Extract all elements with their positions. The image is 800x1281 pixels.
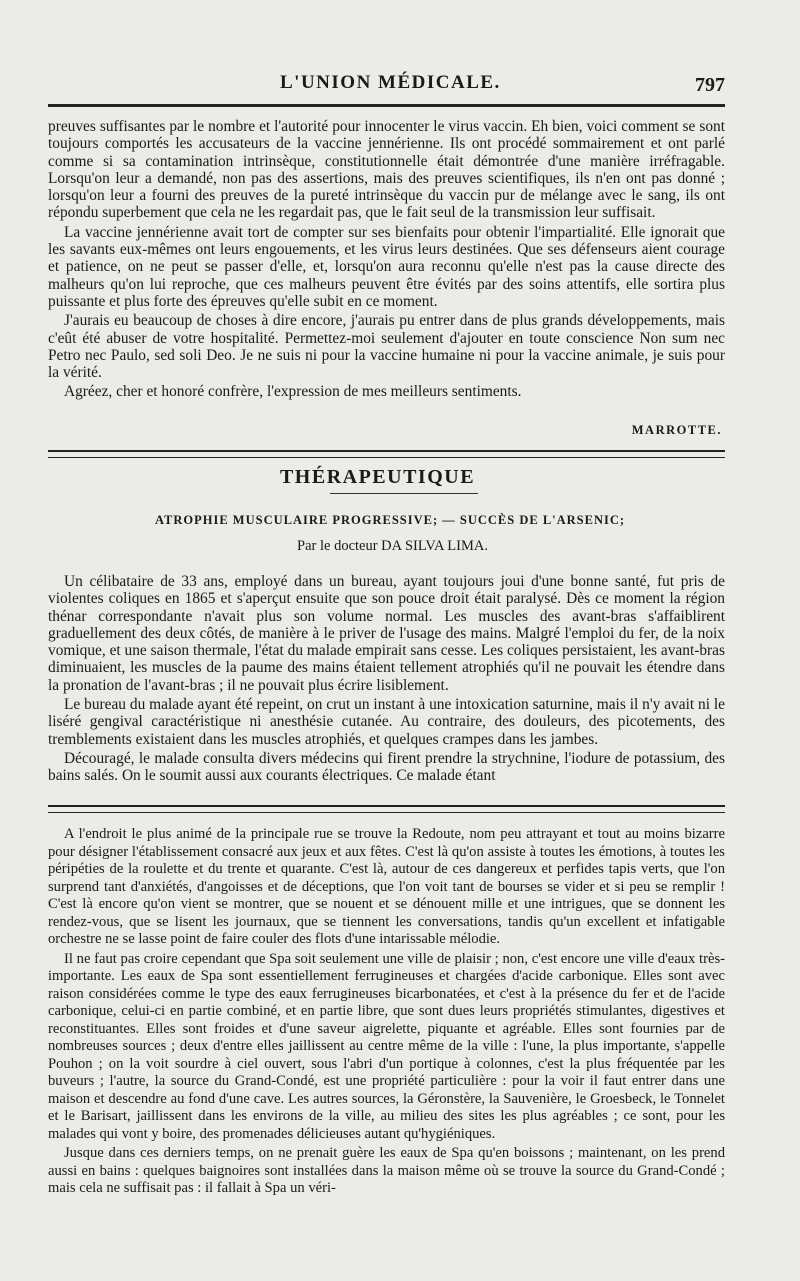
- signature: MARROTTE.: [631, 423, 722, 437]
- feuilleton-paragraph: A l'endroit le plus animé de la principale rue se trouve la Redoute, nom peu attrayant et tout au moins bizarre pour désigner l'établissement consacré aux jeux et aux fêtes. C'est là qu'on assiste à toutes les émotions, à toutes les péripéties de la roulette et du trente et quarante. C'est là, autour de ces dangereux et perfides tapis verts, que l'on surprend tant d'anxiétés, d'angoisses et de déceptions, que l'on voit tant de bourses se vider et si peu se remplir ! C'est là encore qu'on vient se montrer, que se nouent et se dénouent mille et une intrigues, que se donnent les rendez-vous, que se lisent les journaux, que se tiennent les conversations, tandis qu'un excellent et infatigable orchestre ne se lasse point de faire couler des flots d'une intarissable mélodie.: [48, 826, 725, 947]
- article-paragraph: Un célibataire de 33 ans, employé dans un bureau, ayant toujours joui d'une bonne santé, fut pris de violentes coliques en 1865 et s'aperçut ensuite que son pouce droit était paralysé. Dès ce moment la région thénar correspondante n'avait plus son volume normal. Les muscles des avant-bras s'affaiblirent graduellement des deux côtés, de manière à le priver de l'usage des mains. Malgré l'emploi du fer, de la noix vomique, et une saison thermale, l'état du malade empirait sans cesse. Les coliques persistaient, les avant-bras diminuaient, les muscles de la paume des mains étaient tellement atrophiés qu'il ne pouvait les étendre dans la pronation de l'avant-bras ; il ne pouvait plus écrire lisiblement.: [48, 573, 725, 694]
- article-body: [48, 573, 725, 785]
- article-paragraph: Découragé, le malade consulta divers médecins qui firent prendre la strychnine, l'iodure de potassium, des bains salés. On le soumit aussi aux courants électriques. Ce malade étant: [48, 749, 725, 785]
- page-number: 797: [695, 74, 725, 96]
- header-rule: [48, 104, 725, 107]
- page-header: [48, 72, 725, 102]
- feuilleton-body: [48, 826, 725, 1198]
- article-title-text: ATROPHIE MUSCULAIRE PROGRESSIVE; — SUCCÈS DE L'ARSENIC;: [154, 513, 626, 527]
- feuilleton-paragraph: Jusque dans ces derniers temps, on ne prenait guère les eaux de Spa qu'en boissons ; maintenant, on les prend aussi en bains : quelques baignoires sont installées dans la maison même où se trouve la source du Grand-Condé ; mais cela ne suffisait pas : il fallait à Spa un véri-: [48, 1145, 725, 1196]
- feuilleton-divider: [48, 805, 725, 813]
- article-paragraph: Le bureau du malade ayant été repeint, on crut un instant à une intoxication saturnine, mais il n'y avait ni le liséré gengival caractéristique ni anesthésie cutanée. Au contraire, des douleurs, des picotements, des tremblements existaient dans les muscles atrophiés, et quelques crampes dans les jambes.: [48, 696, 725, 748]
- article-title: [0, 513, 800, 528]
- letter-paragraph: J'aurais eu beaucoup de choses à dire encore, j'aurais pu entrer dans de plus grands développements, mais c'eût été abuser de votre hospitalité. Permettez-moi seulement d'ajouter en toute conscience Non sum nec Petro nec Paulo, sed soli Deo. Je ne suis ni pour la vaccine humaine ni pour la vaccine animale, je suis pour la vérité.: [48, 312, 725, 382]
- letter-paragraph: Agréez, cher et honoré confrère, l'expression de mes meilleurs sentiments.: [64, 383, 522, 401]
- letter-paragraph: La vaccine jennérienne avait tort de compter sur ses bienfaits pour obtenir l'impartialité. Elle ignorait que les savants eux-mêmes ont leurs engouements, et les virus leurs destinées. Que ses défenseurs aient courage et patience, on ne peut se passer d'elle, et, lorsqu'on aura reconnu qu'elle n'est pas la cause directe des malheurs qu'on lui reproche, que ces malheurs peuvent être évités par des soins attentifs, elle sortira plus puissante et plus forte des épreuves qu'elle subit en ce moment.: [48, 223, 725, 310]
- title-underline: [330, 493, 478, 494]
- letter-paragraph: preuves suffisantes par le nombre et l'autorité pour innocenter le virus vaccin. Eh bien, voici comment se sont toujours comportés les accusateurs de la vaccine jennérienne. Ils ont procédé sommairement et ont parlé comme si sa contamination intrinsèque, constitutionnelle était démontrée d'une manière irréfragable. Lorsqu'on leur a demandé, non pas des assertions, mais des preuves scientifiques, ils n'en ont pas donné ; lorsqu'on leur a fourni des preuves de la pureté intrinsèque du vaccin pur de mélange avec le sang, ils ont répondu superbement que cela ne les regardait pas, que le fait seul de la transmission leur suffisait.: [48, 118, 725, 222]
- byline-text: Par le docteur DA SILVA LIMA.: [297, 538, 488, 554]
- running-title: L'UNION MÉDICALE.: [280, 72, 501, 93]
- feuilleton-paragraph: Il ne faut pas croire cependant que Spa soit seulement une ville de plaisir ; non, c'est encore une ville d'eaux très-importante. Les eaux de Spa sont essentiellement ferrugineuses et chargées d'acide carbonique. Elles sont avec raison considérées comme le type des eaux ferrugineuses bicarbonatées, et c'est à la présence du fer et de l'acide carbonique, celui-ci en partie combiné, et en partie libre, que sont dues leurs propriétés stimulantes, digestives et reconstituantes. Elles sont froides et d'une saveur aigrelette, piquante et agréable. Elles sont fournies par de nombreuses sources ; deux d'entre elles jaillissent au centre même de la ville : l'une, la plus importante, s'appelle Pouhon ; on la voit sourdre à ciel ouvert, sous l'abri d'un portique à colonnes, c'est la plus fréquentée par les buveurs ; l'autre, la source du Grand-Condé, est une propriété particulière : pour la voir il faut entrer dans une maison et descendre au fond d'une cave. Les autres sources, la Géronstère, la Sauvenière, le Groesbeck, le Tonnelet et le Barisart, jaillissent dans les environs de la ville, au milieu des sites les plus agréables ; ce sont, pour les malades qui vont y boire, des promenades délicieuses autant qu'hygiéniques.: [48, 950, 725, 1142]
- section-title-text: THÉRAPEUTIQUE: [279, 466, 476, 488]
- letter-body: [48, 118, 725, 401]
- section-title: [0, 466, 800, 489]
- section-divider: [48, 450, 725, 458]
- byline: [0, 538, 800, 555]
